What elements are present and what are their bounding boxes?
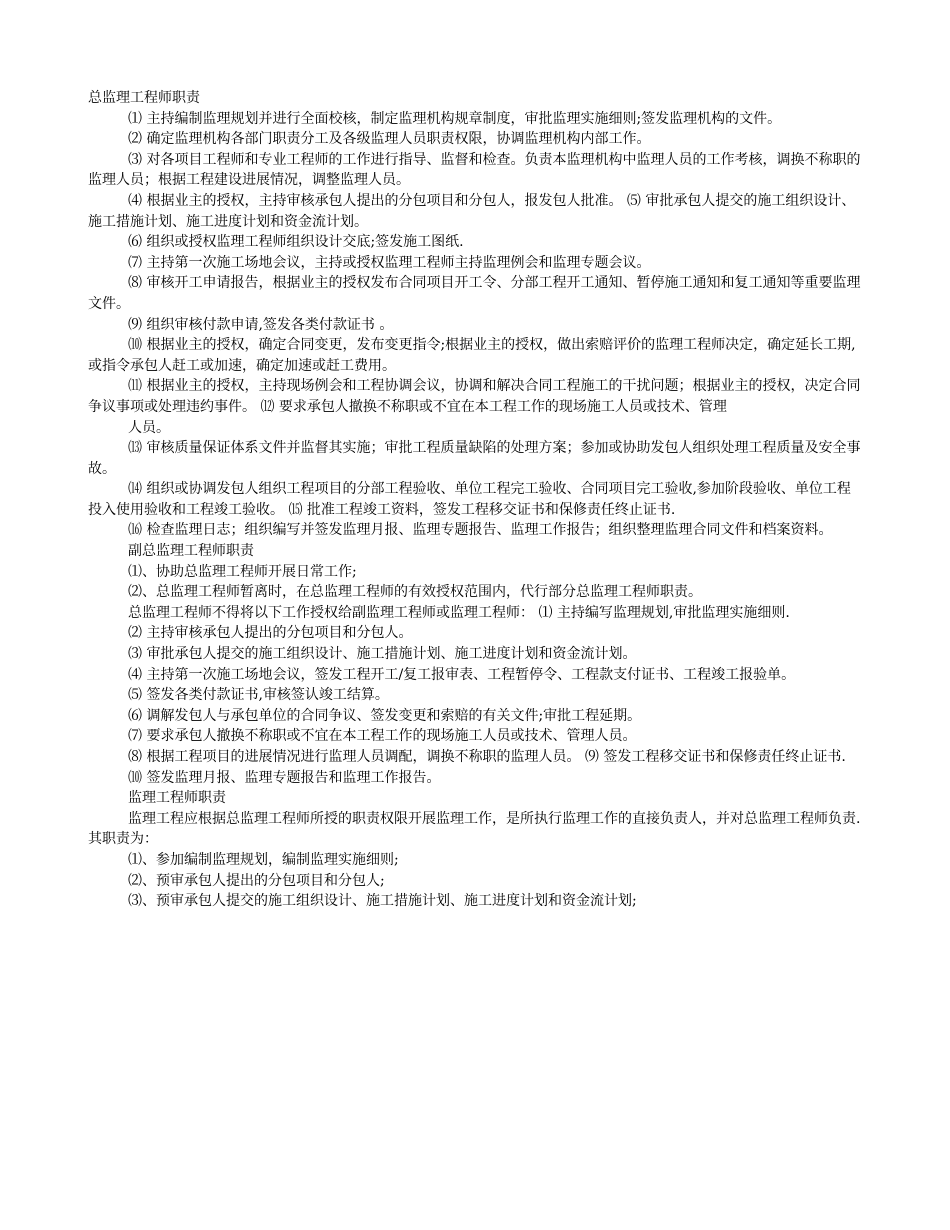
- paragraph: 监理工程应根据总监理工程师所授的职责权限开展监理工作，是所执行监理工作的直接负责人，并对总监理工程师负责.其职责为：: [88, 810, 861, 848]
- section-heading: 总监理工程师职责: [88, 90, 200, 106]
- paragraph: 监理工程师职责: [128, 790, 226, 807]
- paragraph: ⑵、总监理工程师暂离时，在总监理工程师的有效授权范围内，代行部分总监理工程师职责。: [128, 584, 702, 601]
- paragraph: ⑴、参加编制监理规划，编制监理实施细则;: [128, 851, 399, 868]
- paragraph: 副总监理工程师职责: [128, 543, 254, 560]
- paragraph: ⑾ 根据业主的授权，主持现场例会和工程协调会议，协调和解决合同工程施工的干扰问题；根据业主的授权，决定合同争议事项或处理违约事件。 ⑿ 要求承包人撤换不称职或不宜在本工程工作的现场施工人员或技术、管理: [88, 378, 861, 415]
- paragraph: 总监理工程师不得将以下工作授权给副监理工程师或监理工程师： ⑴ 主持编写监理规划,审批监理实施细则.: [128, 604, 790, 621]
- paragraph: ⒁ 组织或协调发包人组织工程项目的分部工程验收、单位工程完工验收、合同项目完工验收,参加阶段验收、单位工程投入使用验收和工程竣工验收。 ⒂ 批准工程竣工资料，签发工程移交证书和保修责任终止证书.: [88, 481, 851, 518]
- paragraph: ⑽ 签发监理月报、监理专题报告和监理工作报告。: [128, 769, 441, 786]
- paragraph: ⑴、协助总监理工程师开展日常工作;: [128, 563, 357, 580]
- paragraph: ⑹ 调解发包人与承包单位的合同争议、签发变更和索赔的有关文件;审批工程延期。: [128, 707, 642, 724]
- paragraph: ⑴ 主持编制监理规划并进行全面校核，制定监理机构规章制度，审批监理实施细则;签发监理机构的文件。: [128, 110, 782, 127]
- paragraph: ⑶ 对各项目工程师和专业工程师的工作进行指导、监督和检查。负责本监理机构中监理人员的工作考核，调换不称职的监理人员；根据工程建设进展情况，调整监理人员。: [88, 151, 861, 189]
- paragraph: ⑷ 主持第一次施工场地会议，签发工程开工/复工报审表、工程暂停令、工程款支付证书、工程竣工报验单。: [128, 666, 796, 683]
- paragraph: ⑺ 要求承包人撤换不称职或不宜在本工程工作的现场施工人员或技术、管理人员。: [128, 728, 637, 745]
- paragraph: ⒃ 检查监理日志；组织编写并签发监理月报、监理专题报告、监理工作报告；组织整理监理合同文件和档案资料。: [128, 522, 833, 539]
- paragraph: ⑹ 组织或授权监理工程师组织设计交底;签发施工图纸.: [128, 234, 464, 251]
- paragraph: ⑼ 组织审核付款申请,签发各类付款证书 。: [128, 316, 394, 333]
- paragraph: ⑽ 根据业主的授权，确定合同变更，发布变更指令;根据业主的授权，做出索赔评价的监理工程师决定，确定延长工期,或指令承包人赶工或加速，确定加速或赶工费用。: [88, 337, 856, 374]
- paragraph: 人员。: [128, 419, 170, 436]
- paragraph: ⑻ 审核开工申请报告，根据业主的授权发布合同项目开工令、分部工程开工通知、暂停施工通知和复工通知等重要监理文件。: [88, 275, 861, 312]
- paragraph: ⑵、预审承包人提出的分包项目和分包人;: [128, 872, 385, 889]
- paragraph: ⑻ 根据工程项目的进展情况进行监理人员调配，调换不称职的监理人员。 ⑼ 签发工程移交证书和保修责任终止证书.: [128, 749, 846, 765]
- paragraph: ⑶、预审承包人提交的施工组织设计、施工措施计划、施工进度计划和资金流计划;: [128, 893, 637, 910]
- paragraph: ⑷ 根据业主的授权，主持审核承包人提出的分包项目和分包人，报发包人批准。 ⑸ 审批承包人提交的施工组织设计、施工措施计划、施工进度计划和资金流计划。: [88, 192, 856, 230]
- paragraph: ⑸ 签发各类付款证书,审核签认竣工结算。: [128, 687, 389, 704]
- paragraph: ⒀ 审核质量保证体系文件并监督其实施；审批工程质量缺陷的处理方案；参加或协助发包人组织处理工程质量及安全事故。: [88, 440, 861, 477]
- paragraph: ⑵ 主持审核承包人提出的分包项目和分包人。: [128, 625, 413, 642]
- paragraph: ⑶ 审批承包人提交的施工组织设计、施工措施计划、施工进度计划和资金流计划。: [128, 646, 637, 663]
- document-page: [88, 88, 863, 912]
- paragraph: ⑺ 主持第一次施工场地会议，主持或授权监理工程师主持监理例会和监理专题会议。: [128, 254, 651, 271]
- paragraph: ⑵ 确定监理机构各部门职责分工及各级监理人员职责权限，协调监理机构内部工作。: [128, 131, 651, 148]
